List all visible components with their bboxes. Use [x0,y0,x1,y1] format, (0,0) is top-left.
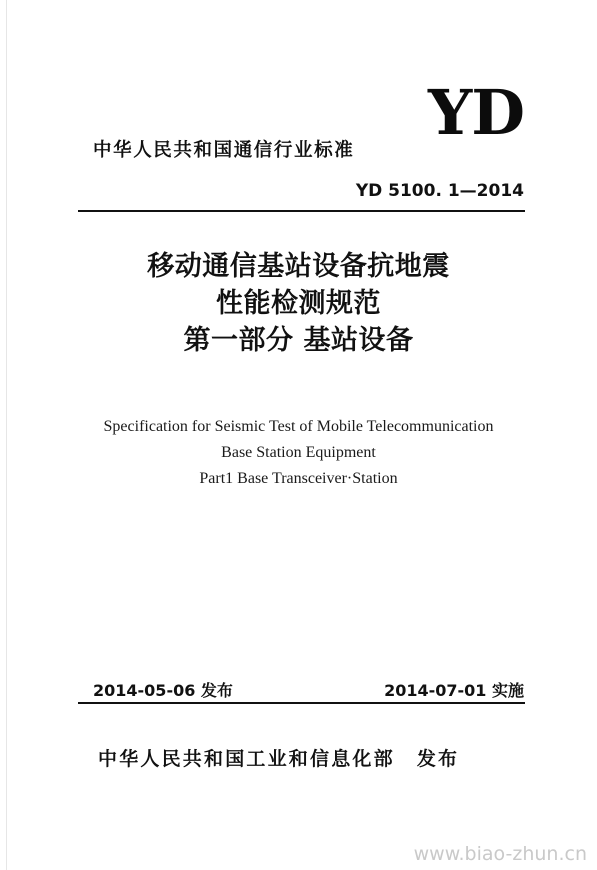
top-divider [78,210,525,212]
publisher-name: 中华人民共和国工业和信息化部 [98,748,395,770]
english-title [0,414,597,492]
english-title-line-3: Part1 Base Transceiver·Station [199,470,398,487]
title-line-2: 性能检测规范 [216,288,381,319]
yd-logo: YD [428,76,525,149]
standard-code: YD 5100. 1—2014 [355,181,524,201]
english-title-line-2: Base Station Equipment [221,444,376,461]
watermark: www.biao-zhun.cn [413,843,587,865]
publisher [98,744,459,771]
chinese-title [0,248,597,359]
publisher-action: 发布 [416,748,460,770]
title-line-1: 移动通信基站设备抗地震 [147,251,450,282]
standard-type: 中华人民共和国通信行业标准 [93,140,355,161]
issue-date: 2014-05-06 发布 [93,681,233,700]
bottom-divider [78,702,525,704]
title-line-3: 第一部分 基站设备 [183,325,414,356]
implement-date: 2014-07-01 实施 [384,681,524,700]
english-title-line-1: Specification for Seismic Test of Mobile Telecommunication [103,418,494,435]
